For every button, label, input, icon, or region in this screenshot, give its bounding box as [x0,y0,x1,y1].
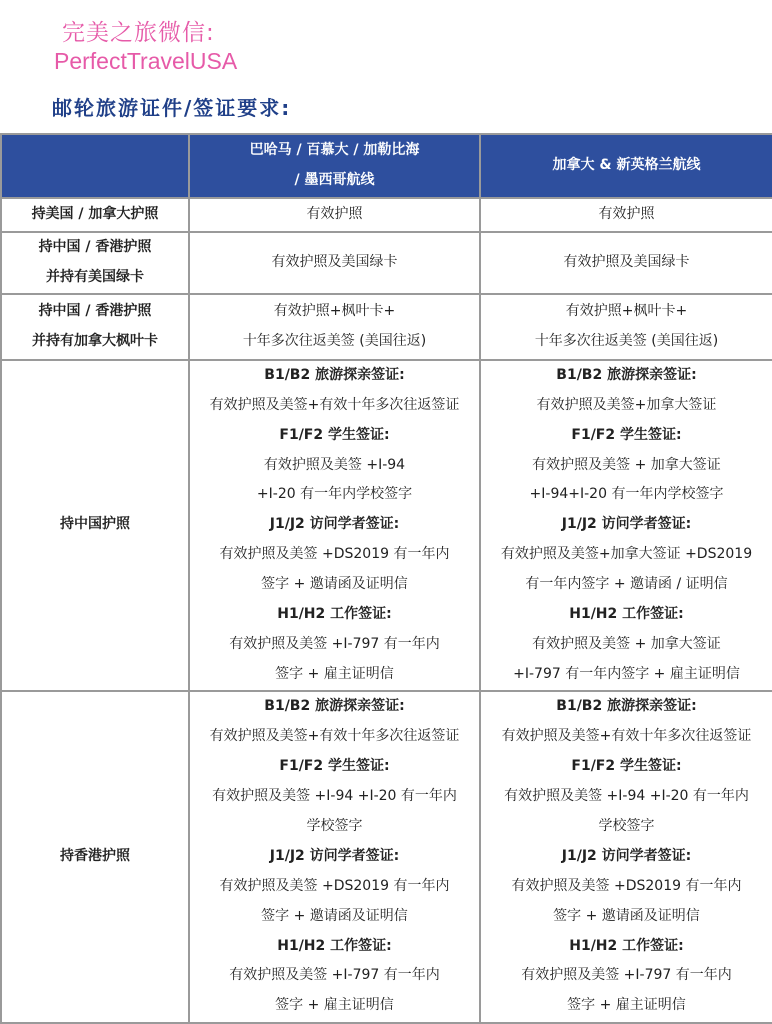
requirement-line: 有效护照及美签 +DS2019 有一年内 [511,877,742,894]
visa-type-heading: J1/J2 访问学者签证: [561,847,692,864]
row-label [1,198,189,232]
visa-type-heading: B1/B2 旅游探亲签证: [556,698,697,715]
requirement-line: 有效护照及美签+有效十年多次往返签证 [501,728,752,745]
visa-type-heading: B1/B2 旅游探亲签证: [556,366,697,383]
requirement-line: 有效护照及美签 +I-797 有一年内 [229,967,440,984]
requirement-line: 有效护照及美签 +I-94 [263,456,406,473]
requirement-line: +I-20 有一年内学校签字 [256,486,413,503]
visa-type-heading: H1/H2 工作签证: [569,937,684,954]
requirement-line: 有效护照及美国绿卡 [563,253,690,270]
visa-type-heading: H1/H2 工作签证: [277,606,392,623]
row-label [1,691,189,1023]
table-header-row [1,134,772,198]
row-china-passport [1,360,772,691]
visa-type-heading: F1/F2 学生签证: [571,758,682,775]
requirement-line: +I-797 有一年内签字 + 雇主证明信 [513,665,740,682]
requirement-line: 有效护照及美签 +I-94 +I-20 有一年内 [504,788,749,805]
row-label-line: 持香港护照 [60,847,130,864]
row-label [1,360,189,691]
row-cn-hk-greencard [1,232,772,294]
requirement-line: 签字 + 雇主证明信 [275,665,394,682]
requirement-line: 有效护照及美签 +DS2019 有一年内 [219,877,450,894]
requirement-line: 有效护照+枫叶卡+ [273,302,396,319]
requirement-line: 学校签字 [306,817,363,834]
requirement-line: 有效护照及美签 +I-797 有一年内 [229,635,440,652]
row-label-line: 持中国 / 香港护照 [38,302,152,319]
cell-caribbean-route [189,198,480,232]
requirement-line: 有效护照及美签 +I-797 有一年内 [521,967,732,984]
requirement-line: 有效护照 [306,206,363,223]
requirement-line: 十年多次往返美签 (美国往返) [534,332,719,349]
header-canada-route: 加拿大 & 新英格兰航线 [480,134,772,198]
visa-type-heading: H1/H2 工作签证: [569,606,684,623]
cell-canada-route [480,232,772,294]
row-hongkong-passport [1,691,772,1023]
requirement-line: 十年多次往返美签 (美国往返) [242,332,427,349]
row-label-line: 持中国护照 [60,516,130,533]
cell-caribbean-route [189,691,480,1023]
row-us-canada-passport [1,198,772,232]
wechat-label: 完美之旅微信: [62,20,215,46]
header-caribbean-line-2: / 墨西哥航线 [294,172,375,188]
wechat-id: PerfectTravelUSA [54,48,238,74]
requirement-line: 有效护照及美国绿卡 [271,253,398,270]
visa-type-heading: F1/F2 学生签证: [571,426,682,443]
requirement-line: 签字 + 雇主证明信 [275,997,394,1014]
visa-type-heading: B1/B2 旅游探亲签证: [264,366,405,383]
row-label-line: 持美国 / 加拿大护照 [31,206,159,223]
page-title: 邮轮旅游证件/签证要求: [52,96,292,120]
visa-type-heading: H1/H2 工作签证: [277,937,392,954]
row-label-line: 并持有加拿大枫叶卡 [32,332,158,349]
requirement-line: 签字 + 雇主证明信 [567,997,686,1014]
requirement-line: 签字 + 邀请函及证明信 [261,907,408,924]
requirement-line: 有效护照及美签 + 加拿大签证 [532,635,721,652]
header-caribbean-route [189,134,480,198]
cell-canada-route [480,691,772,1023]
cell-caribbean-route [189,360,480,691]
row-label-line: 持中国 / 香港护照 [38,239,152,255]
requirement-line: 有效护照及美签 + 加拿大签证 [532,456,721,473]
requirement-line: 学校签字 [598,817,655,834]
cell-canada-route [480,294,772,360]
header-caribbean-line-1: 巴哈马 / 百慕大 / 加勒比海 [249,142,420,159]
row-label-line: 并持有美国绿卡 [46,268,144,285]
requirement-line: 有效护照及美签 +I-94 +I-20 有一年内 [212,788,457,805]
requirement-line: 签字 + 邀请函及证明信 [261,576,408,593]
row-label [1,232,189,294]
requirement-line: 有一年内签字 + 邀请函 / 证明信 [525,576,728,593]
requirement-line: 有效护照 [598,206,655,223]
cell-caribbean-route [189,294,480,360]
row-cn-hk-maple-card [1,294,772,360]
requirement-line: 有效护照及美签+有效十年多次往返签证 [209,396,460,413]
visa-requirements-table [0,133,772,1024]
visa-type-heading: J1/J2 访问学者签证: [561,516,692,533]
requirement-line: 有效护照及美签+加拿大签证 +DS2019 [500,546,753,563]
cell-canada-route [480,360,772,691]
requirement-line: 有效护照及美签+加拿大签证 [536,396,717,413]
requirement-line: 签字 + 邀请函及证明信 [553,907,700,924]
row-label [1,294,189,360]
visa-type-heading: B1/B2 旅游探亲签证: [264,698,405,715]
requirement-line: +I-94+I-20 有一年内学校签字 [529,486,724,503]
header-empty-cell [1,134,189,198]
requirement-line: 有效护照+枫叶卡+ [565,302,688,319]
requirement-line: 有效护照及美签+有效十年多次往返签证 [209,728,460,745]
visa-type-heading: J1/J2 访问学者签证: [269,847,400,864]
requirement-line: 有效护照及美签 +DS2019 有一年内 [219,546,450,563]
visa-type-heading: J1/J2 访问学者签证: [269,516,400,533]
cell-canada-route [480,198,772,232]
visa-type-heading: F1/F2 学生签证: [279,758,390,775]
visa-type-heading: F1/F2 学生签证: [279,426,390,443]
cell-caribbean-route [189,232,480,294]
